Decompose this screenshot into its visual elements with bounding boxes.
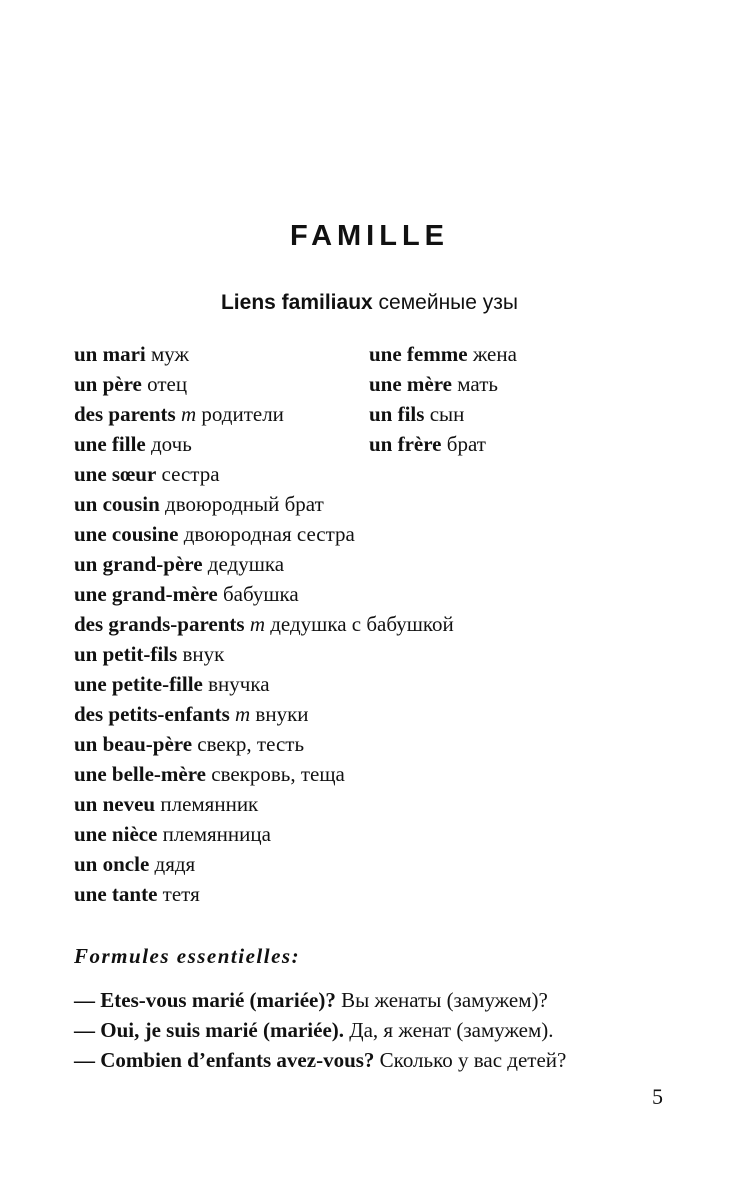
french-term: un père (74, 372, 142, 396)
vocab-row (74, 459, 674, 489)
russian-translation: внук (182, 642, 225, 666)
french-term: un oncle (74, 852, 150, 876)
russian-translation: племянник (160, 792, 259, 816)
phrases-list (74, 985, 674, 1075)
vocab-row (74, 519, 674, 549)
vocab-row (74, 669, 674, 699)
russian-translation: мать (457, 372, 498, 396)
phrase-line (74, 985, 674, 1015)
phrase-french: — Combien d’enfants avez-vous? (74, 1048, 375, 1072)
french-term: une sœur (74, 462, 157, 486)
formulas-heading: Formules essentielles: (74, 944, 301, 968)
vocab-row (74, 639, 674, 669)
vocab-entry (74, 459, 220, 489)
vocab-entry (74, 339, 369, 369)
vocab-pair-row (74, 369, 674, 399)
vocab-row (74, 549, 674, 579)
vocab-entry (369, 429, 486, 459)
phrase-french: — Oui, je suis marié (mariée). (74, 1018, 345, 1042)
french-term: une femme (369, 342, 468, 366)
russian-translation: жена (472, 342, 517, 366)
vocab-entry (74, 489, 324, 519)
phrase-french: — Etes-vous marié (mariée)? (74, 988, 336, 1012)
vocabulary-list (74, 339, 674, 909)
french-term: un grand-père (74, 552, 203, 576)
russian-translation: дядя (154, 852, 196, 876)
phrase-line (74, 1015, 674, 1045)
russian-translation: племянница (162, 822, 271, 846)
vocab-entry (74, 789, 258, 819)
vocab-entry (74, 759, 345, 789)
vocab-row (74, 609, 674, 639)
gender-marker: m (249, 612, 265, 636)
vocab-entry (74, 729, 304, 759)
russian-translation: сын (429, 402, 465, 426)
phrase-russian: Да, я женат (замужем). (349, 1018, 554, 1042)
vocab-entry (369, 339, 517, 369)
vocab-row (74, 729, 674, 759)
vocab-entry (74, 849, 195, 879)
french-term: une mère (369, 372, 453, 396)
page-number: 5 (652, 1084, 663, 1109)
french-term: une petite-fille (74, 672, 203, 696)
vocab-entry (74, 699, 309, 729)
french-term: un cousin (74, 492, 160, 516)
vocab-entry (74, 609, 454, 639)
vocab-pair-row (74, 339, 674, 369)
vocab-entry (74, 369, 369, 399)
vocab-entry (74, 879, 200, 909)
russian-translation: бабушка (222, 582, 299, 606)
vocab-entry (369, 399, 464, 429)
russian-translation: внучка (208, 672, 270, 696)
subtitle-russian: семейные узы (378, 291, 518, 314)
russian-translation: брат (446, 432, 486, 456)
russian-translation: дочь (151, 432, 192, 456)
gender-marker: m (180, 402, 197, 426)
russian-translation: внуки (255, 702, 309, 726)
russian-translation: свекр, тесть (197, 732, 305, 756)
french-term: un beau-père (74, 732, 193, 756)
french-term: un mari (74, 342, 146, 366)
vocab-entry (74, 519, 355, 549)
vocab-pair-row (74, 399, 674, 429)
gender-marker: m (235, 702, 251, 726)
french-term: un neveu (74, 792, 156, 816)
page-title: FAMILLE (289, 220, 450, 252)
french-term: un frère (369, 432, 442, 456)
vocab-pair-row (74, 429, 674, 459)
russian-translation: дедушка (207, 552, 285, 576)
french-term: une fille (74, 432, 146, 456)
russian-translation: родители (201, 402, 284, 426)
subtitle-french: Liens familiaux (220, 291, 373, 314)
vocab-entry (369, 369, 498, 399)
vocab-entry (74, 639, 224, 669)
french-term: un petit-fils (74, 642, 178, 666)
russian-translation: отец (147, 372, 188, 396)
vocab-row (74, 759, 674, 789)
russian-translation: муж (151, 342, 190, 366)
vocab-row (74, 879, 674, 909)
russian-translation: двоюродная сестра (183, 522, 355, 546)
vocab-row (74, 699, 674, 729)
french-term: une grand-mère (74, 582, 218, 606)
vocab-entry (74, 819, 271, 849)
french-term: des petits-enfants (74, 702, 230, 726)
vocab-row (74, 489, 674, 519)
subtitle (0, 291, 739, 315)
phrase-line (74, 1045, 674, 1075)
french-term: une tante (74, 882, 158, 906)
vocab-row (74, 579, 674, 609)
vocab-row (74, 819, 674, 849)
phrase-russian: Вы женаты (замужем)? (341, 988, 548, 1012)
vocab-entry (74, 669, 270, 699)
french-term: des grands-parents (74, 612, 245, 636)
french-term: une belle-mère (74, 762, 206, 786)
french-term: des parents (74, 402, 176, 426)
russian-translation: свекровь, теща (211, 762, 345, 786)
french-term: une cousine (74, 522, 179, 546)
russian-translation: дедушка с бабушкой (270, 612, 454, 636)
russian-translation: двоюродный брат (165, 492, 324, 516)
phrase-russian: Сколько у вас детей? (379, 1048, 567, 1072)
french-term: un fils (369, 402, 425, 426)
vocab-row (74, 789, 674, 819)
vocab-entry (74, 579, 299, 609)
vocab-entry (74, 549, 284, 579)
russian-translation: сестра (161, 462, 220, 486)
vocab-entry (74, 399, 369, 429)
vocab-row (74, 849, 674, 879)
russian-translation: тетя (162, 882, 200, 906)
french-term: une nièce (74, 822, 158, 846)
vocab-entry (74, 429, 369, 459)
